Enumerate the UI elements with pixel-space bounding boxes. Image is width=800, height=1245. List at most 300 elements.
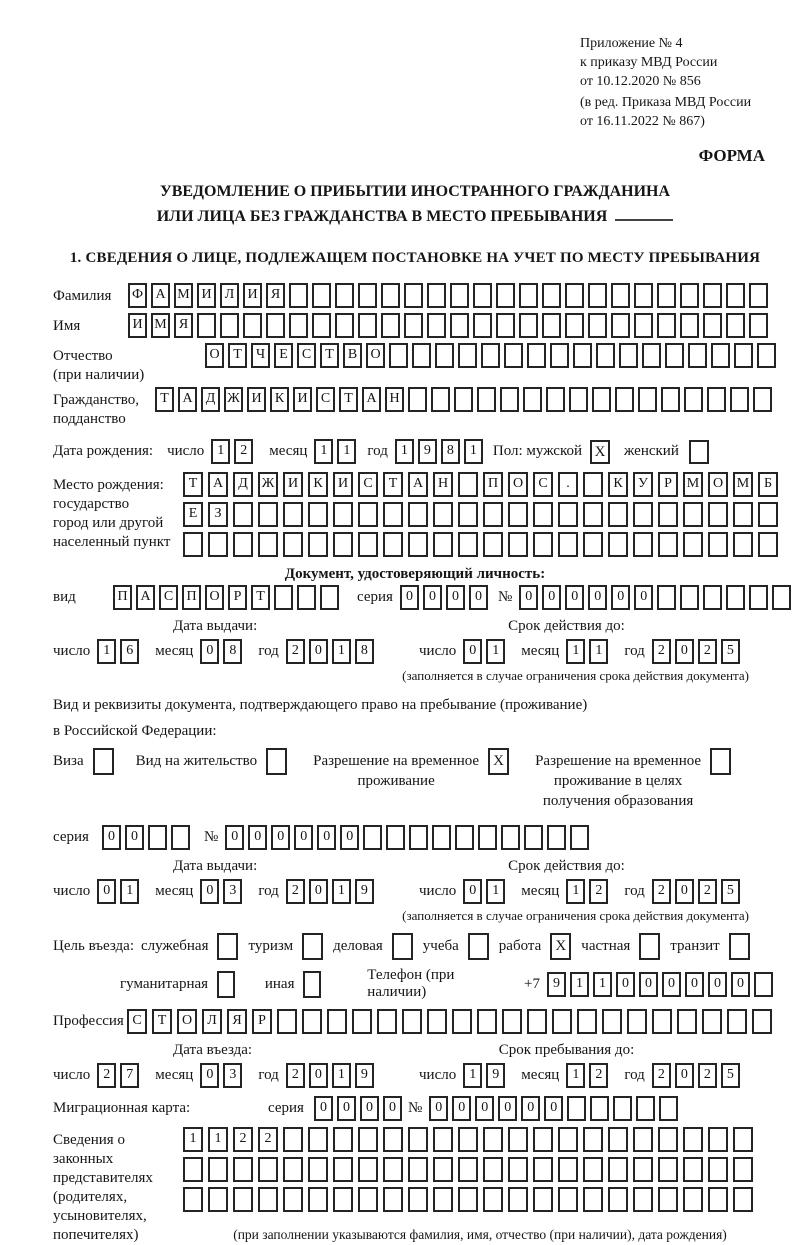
char-cell[interactable]: [458, 1187, 478, 1212]
char-cell[interactable]: [183, 1157, 203, 1182]
char-cell[interactable]: И: [333, 472, 353, 497]
char-cell[interactable]: [408, 1127, 428, 1152]
char-cell[interactable]: [567, 1096, 586, 1121]
char-cell[interactable]: 0: [400, 585, 419, 610]
char-cell[interactable]: 1: [566, 879, 585, 904]
char-cell[interactable]: [677, 1009, 697, 1034]
char-cell[interactable]: И: [243, 283, 262, 308]
char-cell[interactable]: [558, 532, 578, 557]
char-cell[interactable]: О: [508, 472, 528, 497]
char-cell[interactable]: [508, 532, 528, 557]
char-cell[interactable]: [608, 1187, 628, 1212]
char-cell[interactable]: 8: [223, 639, 242, 664]
purpose-humanitarian-checkbox[interactable]: [217, 971, 235, 998]
char-cell[interactable]: [433, 1127, 453, 1152]
char-cell[interactable]: [533, 502, 553, 527]
char-cell[interactable]: [233, 1187, 253, 1212]
char-cell[interactable]: [312, 313, 331, 338]
char-cell[interactable]: 1: [463, 1063, 482, 1088]
char-cell[interactable]: [657, 313, 676, 338]
char-cell[interactable]: [565, 313, 584, 338]
char-cell[interactable]: А: [178, 387, 197, 412]
char-cell[interactable]: [608, 502, 628, 527]
char-cell[interactable]: [634, 283, 653, 308]
char-cell[interactable]: [297, 585, 316, 610]
char-cell[interactable]: [569, 387, 588, 412]
char-cell[interactable]: [533, 1127, 553, 1152]
residence-permit-checkbox[interactable]: [266, 748, 287, 775]
char-cell[interactable]: [583, 472, 603, 497]
char-cell[interactable]: [661, 387, 680, 412]
char-cell[interactable]: [381, 313, 400, 338]
char-cell[interactable]: 1: [332, 639, 351, 664]
char-cell[interactable]: [283, 1187, 303, 1212]
char-cell[interactable]: 0: [675, 639, 694, 664]
char-cell[interactable]: 1: [332, 1063, 351, 1088]
char-cell[interactable]: [383, 1127, 403, 1152]
char-cell[interactable]: [726, 585, 745, 610]
char-cell[interactable]: 1: [566, 1063, 585, 1088]
char-cell[interactable]: [665, 343, 684, 368]
char-cell[interactable]: М: [174, 283, 193, 308]
char-cell[interactable]: [473, 313, 492, 338]
char-cell[interactable]: 0: [340, 825, 359, 850]
char-cell[interactable]: [533, 1157, 553, 1182]
char-cell[interactable]: 0: [662, 972, 681, 997]
char-cell[interactable]: [283, 502, 303, 527]
char-cell[interactable]: [508, 1127, 528, 1152]
char-cell[interactable]: [542, 313, 561, 338]
char-cell[interactable]: [383, 1157, 403, 1182]
char-cell[interactable]: [708, 532, 728, 557]
char-cell[interactable]: [657, 585, 676, 610]
char-cell[interactable]: [433, 502, 453, 527]
char-cell[interactable]: [458, 472, 478, 497]
char-cell[interactable]: 2: [286, 639, 305, 664]
char-cell[interactable]: 2: [652, 639, 671, 664]
char-cell[interactable]: [608, 1127, 628, 1152]
char-cell[interactable]: Б: [758, 472, 778, 497]
char-cell[interactable]: А: [208, 472, 228, 497]
char-cell[interactable]: [283, 1157, 303, 1182]
char-cell[interactable]: 1: [332, 879, 351, 904]
char-cell[interactable]: [546, 387, 565, 412]
char-cell[interactable]: А: [136, 585, 155, 610]
char-cell[interactable]: 0: [452, 1096, 471, 1121]
char-cell[interactable]: [274, 585, 293, 610]
char-cell[interactable]: [258, 1187, 278, 1212]
char-cell[interactable]: [683, 532, 703, 557]
char-cell[interactable]: .: [558, 472, 578, 497]
char-cell[interactable]: [608, 532, 628, 557]
char-cell[interactable]: 0: [731, 972, 750, 997]
char-cell[interactable]: 9: [547, 972, 566, 997]
char-cell[interactable]: 0: [463, 639, 482, 664]
char-cell[interactable]: С: [159, 585, 178, 610]
char-cell[interactable]: 0: [675, 879, 694, 904]
char-cell[interactable]: 0: [423, 585, 442, 610]
char-cell[interactable]: [565, 283, 584, 308]
char-cell[interactable]: [702, 1009, 722, 1034]
char-cell[interactable]: [308, 1127, 328, 1152]
char-cell[interactable]: [383, 1187, 403, 1212]
char-cell[interactable]: [358, 1127, 378, 1152]
char-cell[interactable]: А: [362, 387, 381, 412]
char-cell[interactable]: [611, 313, 630, 338]
char-cell[interactable]: [659, 1096, 678, 1121]
char-cell[interactable]: 0: [498, 1096, 517, 1121]
char-cell[interactable]: [243, 313, 262, 338]
char-cell[interactable]: [477, 387, 496, 412]
char-cell[interactable]: [333, 532, 353, 557]
char-cell[interactable]: [432, 825, 451, 850]
char-cell[interactable]: [658, 1127, 678, 1152]
char-cell[interactable]: 0: [248, 825, 267, 850]
char-cell[interactable]: [573, 343, 592, 368]
char-cell[interactable]: 1: [314, 439, 333, 464]
char-cell[interactable]: 0: [314, 1096, 333, 1121]
char-cell[interactable]: Т: [251, 585, 270, 610]
char-cell[interactable]: [583, 1187, 603, 1212]
char-cell[interactable]: 5: [721, 639, 740, 664]
char-cell[interactable]: [703, 313, 722, 338]
char-cell[interactable]: [633, 1157, 653, 1182]
char-cell[interactable]: А: [151, 283, 170, 308]
purpose-other-checkbox[interactable]: [303, 971, 321, 998]
char-cell[interactable]: Н: [385, 387, 404, 412]
char-cell[interactable]: К: [608, 472, 628, 497]
char-cell[interactable]: 1: [570, 972, 589, 997]
char-cell[interactable]: 1: [589, 639, 608, 664]
char-cell[interactable]: [749, 283, 768, 308]
char-cell[interactable]: [381, 283, 400, 308]
char-cell[interactable]: [496, 283, 515, 308]
char-cell[interactable]: [363, 825, 382, 850]
char-cell[interactable]: [358, 1187, 378, 1212]
char-cell[interactable]: [333, 502, 353, 527]
char-cell[interactable]: И: [293, 387, 312, 412]
char-cell[interactable]: 1: [97, 639, 116, 664]
char-cell[interactable]: [358, 502, 378, 527]
char-cell[interactable]: [527, 343, 546, 368]
char-cell[interactable]: 0: [639, 972, 658, 997]
char-cell[interactable]: [481, 343, 500, 368]
char-cell[interactable]: С: [533, 472, 553, 497]
char-cell[interactable]: О: [205, 343, 224, 368]
char-cell[interactable]: 2: [698, 879, 717, 904]
char-cell[interactable]: 1: [464, 439, 483, 464]
char-cell[interactable]: [335, 283, 354, 308]
char-cell[interactable]: [683, 1127, 703, 1152]
char-cell[interactable]: [183, 532, 203, 557]
char-cell[interactable]: М: [733, 472, 753, 497]
char-cell[interactable]: [386, 825, 405, 850]
char-cell[interactable]: П: [113, 585, 132, 610]
char-cell[interactable]: [658, 532, 678, 557]
char-cell[interactable]: Я: [227, 1009, 247, 1034]
char-cell[interactable]: [500, 387, 519, 412]
char-cell[interactable]: [450, 313, 469, 338]
char-cell[interactable]: [708, 502, 728, 527]
char-cell[interactable]: 0: [200, 1063, 219, 1088]
char-cell[interactable]: 0: [271, 825, 290, 850]
char-cell[interactable]: [733, 502, 753, 527]
char-cell[interactable]: [408, 1157, 428, 1182]
char-cell[interactable]: [302, 1009, 322, 1034]
char-cell[interactable]: [592, 387, 611, 412]
char-cell[interactable]: [758, 532, 778, 557]
char-cell[interactable]: [590, 1096, 609, 1121]
char-cell[interactable]: [308, 1157, 328, 1182]
char-cell[interactable]: [550, 343, 569, 368]
char-cell[interactable]: [583, 502, 603, 527]
char-cell[interactable]: Ж: [224, 387, 243, 412]
char-cell[interactable]: [483, 1187, 503, 1212]
char-cell[interactable]: [757, 343, 776, 368]
char-cell[interactable]: [433, 1187, 453, 1212]
char-cell[interactable]: [652, 1009, 672, 1034]
char-cell[interactable]: [508, 1157, 528, 1182]
char-cell[interactable]: [289, 313, 308, 338]
char-cell[interactable]: 0: [544, 1096, 563, 1121]
char-cell[interactable]: 1: [337, 439, 356, 464]
char-cell[interactable]: 9: [418, 439, 437, 464]
char-cell[interactable]: [333, 1157, 353, 1182]
char-cell[interactable]: 0: [429, 1096, 448, 1121]
char-cell[interactable]: [483, 1157, 503, 1182]
char-cell[interactable]: И: [197, 283, 216, 308]
char-cell[interactable]: [752, 1009, 772, 1034]
char-cell[interactable]: [634, 313, 653, 338]
char-cell[interactable]: [733, 1187, 753, 1212]
char-cell[interactable]: [680, 283, 699, 308]
char-cell[interactable]: 0: [588, 585, 607, 610]
char-cell[interactable]: [233, 1157, 253, 1182]
char-cell[interactable]: [711, 343, 730, 368]
char-cell[interactable]: П: [182, 585, 201, 610]
char-cell[interactable]: 0: [309, 1063, 328, 1088]
char-cell[interactable]: 0: [675, 1063, 694, 1088]
char-cell[interactable]: З: [208, 502, 228, 527]
char-cell[interactable]: 9: [355, 879, 374, 904]
char-cell[interactable]: [754, 972, 773, 997]
female-checkbox[interactable]: [689, 440, 709, 464]
purpose-private-checkbox[interactable]: [639, 933, 660, 960]
char-cell[interactable]: 1: [486, 639, 505, 664]
char-cell[interactable]: [703, 283, 722, 308]
char-cell[interactable]: [508, 1187, 528, 1212]
char-cell[interactable]: Р: [228, 585, 247, 610]
char-cell[interactable]: 0: [611, 585, 630, 610]
char-cell[interactable]: [558, 1127, 578, 1152]
char-cell[interactable]: К: [308, 472, 328, 497]
char-cell[interactable]: [435, 343, 454, 368]
char-cell[interactable]: 0: [565, 585, 584, 610]
char-cell[interactable]: О: [205, 585, 224, 610]
char-cell[interactable]: [171, 825, 190, 850]
char-cell[interactable]: Д: [233, 472, 253, 497]
char-cell[interactable]: [733, 1127, 753, 1152]
char-cell[interactable]: 0: [521, 1096, 540, 1121]
char-cell[interactable]: [333, 1127, 353, 1152]
temp-residence-education-checkbox[interactable]: [710, 748, 731, 775]
char-cell[interactable]: [688, 343, 707, 368]
char-cell[interactable]: 2: [233, 1127, 253, 1152]
char-cell[interactable]: [749, 585, 768, 610]
char-cell[interactable]: [477, 1009, 497, 1034]
char-cell[interactable]: [683, 1157, 703, 1182]
char-cell[interactable]: [642, 343, 661, 368]
char-cell[interactable]: 2: [698, 1063, 717, 1088]
char-cell[interactable]: [633, 1127, 653, 1152]
char-cell[interactable]: [583, 1157, 603, 1182]
char-cell[interactable]: 0: [200, 639, 219, 664]
char-cell[interactable]: [352, 1009, 372, 1034]
char-cell[interactable]: [753, 387, 772, 412]
char-cell[interactable]: 0: [463, 879, 482, 904]
char-cell[interactable]: [558, 1157, 578, 1182]
char-cell[interactable]: [283, 532, 303, 557]
char-cell[interactable]: Т: [183, 472, 203, 497]
char-cell[interactable]: [588, 313, 607, 338]
char-cell[interactable]: [638, 387, 657, 412]
char-cell[interactable]: [427, 1009, 447, 1034]
char-cell[interactable]: Т: [228, 343, 247, 368]
char-cell[interactable]: Ф: [128, 283, 147, 308]
purpose-transit-checkbox[interactable]: [729, 933, 750, 960]
char-cell[interactable]: Т: [383, 472, 403, 497]
char-cell[interactable]: [633, 502, 653, 527]
char-cell[interactable]: 0: [125, 825, 144, 850]
char-cell[interactable]: [458, 343, 477, 368]
char-cell[interactable]: [611, 283, 630, 308]
char-cell[interactable]: [772, 585, 791, 610]
char-cell[interactable]: 0: [309, 879, 328, 904]
char-cell[interactable]: [408, 387, 427, 412]
char-cell[interactable]: [527, 1009, 547, 1034]
char-cell[interactable]: 1: [183, 1127, 203, 1152]
char-cell[interactable]: 9: [355, 1063, 374, 1088]
char-cell[interactable]: О: [177, 1009, 197, 1034]
char-cell[interactable]: [478, 825, 497, 850]
char-cell[interactable]: 1: [486, 879, 505, 904]
char-cell[interactable]: 2: [258, 1127, 278, 1152]
temp-residence-checkbox[interactable]: X: [488, 748, 509, 775]
char-cell[interactable]: [197, 313, 216, 338]
char-cell[interactable]: [358, 313, 377, 338]
char-cell[interactable]: Я: [174, 313, 193, 338]
char-cell[interactable]: [627, 1009, 647, 1034]
char-cell[interactable]: Т: [320, 343, 339, 368]
purpose-study-checkbox[interactable]: [468, 933, 489, 960]
char-cell[interactable]: 2: [286, 879, 305, 904]
char-cell[interactable]: [320, 585, 339, 610]
char-cell[interactable]: [508, 502, 528, 527]
char-cell[interactable]: [450, 283, 469, 308]
char-cell[interactable]: [433, 1157, 453, 1182]
char-cell[interactable]: 2: [652, 879, 671, 904]
char-cell[interactable]: [683, 502, 703, 527]
char-cell[interactable]: [473, 283, 492, 308]
char-cell[interactable]: П: [483, 472, 503, 497]
char-cell[interactable]: [542, 283, 561, 308]
char-cell[interactable]: [583, 532, 603, 557]
char-cell[interactable]: [733, 532, 753, 557]
char-cell[interactable]: [613, 1096, 632, 1121]
char-cell[interactable]: Т: [155, 387, 174, 412]
char-cell[interactable]: Т: [152, 1009, 172, 1034]
char-cell[interactable]: 9: [486, 1063, 505, 1088]
char-cell[interactable]: [427, 283, 446, 308]
char-cell[interactable]: [358, 532, 378, 557]
char-cell[interactable]: [308, 502, 328, 527]
char-cell[interactable]: 3: [223, 879, 242, 904]
char-cell[interactable]: 2: [589, 879, 608, 904]
char-cell[interactable]: 2: [698, 639, 717, 664]
char-cell[interactable]: [408, 502, 428, 527]
char-cell[interactable]: [289, 283, 308, 308]
char-cell[interactable]: [636, 1096, 655, 1121]
char-cell[interactable]: [504, 343, 523, 368]
char-cell[interactable]: [408, 1187, 428, 1212]
char-cell[interactable]: [519, 283, 538, 308]
char-cell[interactable]: 0: [685, 972, 704, 997]
char-cell[interactable]: Т: [339, 387, 358, 412]
char-cell[interactable]: Е: [183, 502, 203, 527]
char-cell[interactable]: [358, 283, 377, 308]
char-cell[interactable]: [707, 387, 726, 412]
char-cell[interactable]: Р: [252, 1009, 272, 1034]
char-cell[interactable]: 0: [446, 585, 465, 610]
char-cell[interactable]: [483, 532, 503, 557]
char-cell[interactable]: [726, 313, 745, 338]
char-cell[interactable]: [734, 343, 753, 368]
char-cell[interactable]: [258, 532, 278, 557]
char-cell[interactable]: [708, 1127, 728, 1152]
char-cell[interactable]: [577, 1009, 597, 1034]
char-cell[interactable]: [615, 387, 634, 412]
char-cell[interactable]: [588, 283, 607, 308]
char-cell[interactable]: 5: [721, 879, 740, 904]
purpose-business-checkbox[interactable]: [392, 933, 413, 960]
char-cell[interactable]: [208, 532, 228, 557]
char-cell[interactable]: Д: [201, 387, 220, 412]
char-cell[interactable]: 0: [97, 879, 116, 904]
char-cell[interactable]: [684, 387, 703, 412]
char-cell[interactable]: [558, 1187, 578, 1212]
char-cell[interactable]: 7: [120, 1063, 139, 1088]
char-cell[interactable]: К: [270, 387, 289, 412]
char-cell[interactable]: [496, 313, 515, 338]
visa-checkbox[interactable]: [93, 748, 114, 775]
char-cell[interactable]: [233, 532, 253, 557]
char-cell[interactable]: 0: [469, 585, 488, 610]
char-cell[interactable]: [404, 283, 423, 308]
char-cell[interactable]: [583, 1127, 603, 1152]
char-cell[interactable]: 0: [634, 585, 653, 610]
char-cell[interactable]: 0: [360, 1096, 379, 1121]
char-cell[interactable]: У: [633, 472, 653, 497]
char-cell[interactable]: 0: [337, 1096, 356, 1121]
char-cell[interactable]: 0: [475, 1096, 494, 1121]
char-cell[interactable]: 0: [708, 972, 727, 997]
char-cell[interactable]: [454, 387, 473, 412]
char-cell[interactable]: [533, 1187, 553, 1212]
char-cell[interactable]: [458, 1157, 478, 1182]
char-cell[interactable]: [266, 313, 285, 338]
char-cell[interactable]: 0: [519, 585, 538, 610]
char-cell[interactable]: [389, 343, 408, 368]
